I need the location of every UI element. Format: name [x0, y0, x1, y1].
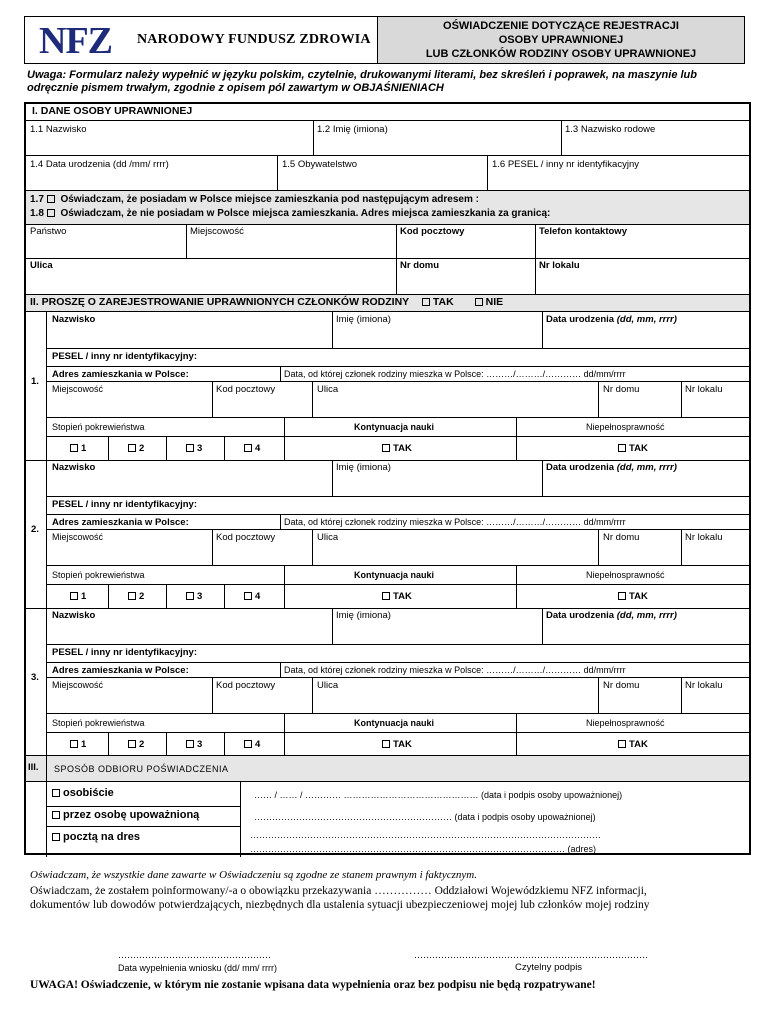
member-1-kinship-label: Stopień pokrewieństwa: [52, 422, 145, 432]
member-3-disability-label: Niepełnosprawność: [586, 718, 665, 728]
member-3-address-label: Adres zamieszkania w Polsce:: [52, 665, 189, 676]
section-2-title: [30, 297, 503, 308]
checkbox-education-yes[interactable]: [382, 444, 390, 452]
form-title: [377, 16, 745, 64]
kinship-2-label: 2: [139, 443, 145, 454]
checkbox-1-7[interactable]: [47, 195, 55, 203]
option-1-8[interactable]: [30, 208, 550, 219]
member-1-education-yes[interactable]: [382, 443, 412, 454]
section-3-num: III.: [28, 762, 39, 773]
signature-label: Czytelny podpis: [515, 962, 583, 973]
member-3-kinship-3[interactable]: [186, 739, 202, 750]
member-1-birthdate-label: [546, 314, 677, 325]
member-1-street-label: Ulica: [317, 384, 339, 395]
section-3-title: SPOSÓB ODBIORU POŚWIADCZENIA: [54, 764, 229, 774]
declaration-2: Oświadczam, że zostałem poinformowany/-a o obowiązku przekazywania …………… Oddziałowi Wojewódzkiemu NFZ informacji,: [30, 885, 647, 897]
checkbox-kinship-2[interactable]: [128, 740, 136, 748]
member-2-number: 2.: [31, 524, 39, 535]
member-2-kinship-3[interactable]: [186, 591, 202, 602]
mail-address-line-2[interactable]: …………………………………………………………………………………………… (adres): [250, 844, 597, 854]
nfz-logo: NFZ: [39, 20, 112, 62]
option-1-7[interactable]: [30, 194, 479, 205]
member-3-name-label: Imię (imiona): [336, 610, 391, 621]
field-1-6-label: 1.6 PESEL / inny nr identyfikacyjny: [492, 159, 639, 170]
city-label: Miejscowość: [190, 226, 244, 237]
disability-yes-label: TAK: [629, 739, 648, 750]
member-1-number: 1.: [31, 376, 39, 387]
checkbox-kinship-2[interactable]: [128, 592, 136, 600]
member-2-kinship-label: Stopień pokrewieństwa: [52, 570, 145, 580]
checkbox-authorized[interactable]: [52, 811, 60, 819]
kinship-1-label: 1: [81, 739, 87, 750]
option-1-7-num: 1.7: [30, 194, 44, 205]
member-3-kinship-2[interactable]: [128, 739, 144, 750]
pickup-option-personal[interactable]: [52, 788, 114, 799]
field-1-1-label: 1.1 Nazwisko: [30, 124, 87, 135]
member-3-residence-date[interactable]: Data, od której członek rodziny mieszka w Polsce: ………/………/………… dd/mm/rrrr: [284, 665, 626, 675]
member-2-education-yes[interactable]: [382, 591, 412, 602]
house-no-label: Nr domu: [400, 260, 440, 271]
checkbox-kinship-1[interactable]: [70, 740, 78, 748]
checkbox-kinship-3[interactable]: [186, 592, 194, 600]
checkbox-kinship-4[interactable]: [244, 592, 252, 600]
member-2-name-label: Imię (imiona): [336, 462, 391, 473]
checkbox-education-yes[interactable]: [382, 592, 390, 600]
member-3-number: 3.: [31, 672, 39, 683]
member-1-kinship-2[interactable]: [128, 443, 144, 454]
member-3-education-yes[interactable]: [382, 739, 412, 750]
member-2-disability-label: Niepełnosprawność: [586, 570, 665, 580]
yes-label: TAK: [432, 296, 454, 308]
member-1-address-label: Adres zamieszkania w Polsce:: [52, 369, 189, 380]
date-label: Data wypełnienia wniosku (dd/ mm/ rrrr): [118, 963, 278, 973]
kinship-3-label: 3: [197, 443, 203, 454]
member-2-kinship-4[interactable]: [244, 591, 260, 602]
member-3-disability-yes[interactable]: [618, 739, 648, 750]
disability-yes-label: TAK: [629, 591, 648, 602]
education-yes-label: TAK: [393, 739, 412, 750]
fill-instructions: [27, 69, 747, 95]
member-1-kinship-4[interactable]: [244, 443, 260, 454]
birthdate-format: (dd, mm, rrrr): [616, 314, 677, 325]
section-2-yes[interactable]: [422, 296, 454, 308]
checkbox-disability-yes[interactable]: [618, 444, 626, 452]
member-1-pesel-label: PESEL / inny nr identyfikacyjny:: [52, 351, 198, 362]
warning-text: UWAGA! Oświadczenie, w którym nie zostanie wpisana data wypełnienia oraz bez podpisu nie będą rozpatrywane!: [30, 979, 596, 991]
mail-address-line-1[interactable]: ………………………………………………………………………………………………………: [250, 830, 601, 840]
personal-label: osobiście: [63, 787, 114, 799]
member-3-pesel-label: PESEL / inny nr identyfikacyjny:: [52, 647, 198, 658]
member-3-education-label: Kontynuacja nauki: [354, 718, 435, 728]
birthdate-text: Data urodzenia: [546, 610, 615, 621]
member-3-kinship-4[interactable]: [244, 739, 260, 750]
checkbox-kinship-3[interactable]: [186, 444, 194, 452]
signature-dots[interactable]: ……………………………………………………………………: [414, 950, 648, 960]
member-3-kinship-1[interactable]: [70, 739, 86, 750]
kinship-3-label: 3: [197, 739, 203, 750]
member-3-surname-label: Nazwisko: [52, 610, 96, 621]
kinship-3-label: 3: [197, 591, 203, 602]
field-1-3-label: 1.3 Nazwisko rodowe: [565, 124, 656, 135]
member-3-birthdate-label: [546, 610, 677, 621]
birthdate-format: (dd, mm, rrrr): [616, 610, 677, 621]
member-3-postal-label: Kod pocztowy: [216, 680, 276, 691]
date-dots[interactable]: ……………………………………………: [118, 950, 271, 960]
member-2-kinship-1[interactable]: [70, 591, 86, 602]
member-1-city-label: Miejscowość: [52, 384, 104, 394]
section-1-title: I. DANE OSOBY UPRAWNIONEJ: [32, 105, 193, 117]
member-1-name-label: Imię (imiona): [336, 314, 391, 325]
member-1-disability-label: Niepełnosprawność: [586, 422, 665, 432]
checkbox-kinship-1[interactable]: [70, 444, 78, 452]
field-1-4-label: 1.4 Data urodzenia (dd /mm/ rrrr): [30, 159, 169, 170]
member-1-kinship-1[interactable]: [70, 443, 86, 454]
street-label: Ulica: [30, 260, 53, 271]
pickup-option-authorized[interactable]: [52, 810, 199, 821]
declaration-1: Oświadczam, że wszystkie dane zawarte w Oświadczeniu są zgodne ze stanem prawnym i faktycznym.: [30, 869, 477, 881]
member-1-education-label: Kontynuacja nauki: [354, 422, 435, 432]
member-3-house-label: Nr domu: [603, 680, 640, 691]
member-2-residence-date[interactable]: Data, od której członek rodziny mieszka w Polsce: ………/………/………… dd/mm/rrrr: [284, 517, 626, 527]
member-3-street-label: Ulica: [317, 680, 339, 691]
checkbox-mail[interactable]: [52, 833, 60, 841]
notice-line-2: odręcznie pismem trwałym, zgodnie z opisem pól zawartym w OBJAŚNIENIACH: [27, 82, 444, 94]
checkbox-section-2-no[interactable]: [475, 298, 483, 306]
disability-yes-label: TAK: [629, 443, 648, 454]
checkbox-disability-yes[interactable]: [618, 592, 626, 600]
member-2-flat-label: Nr lokalu: [685, 532, 723, 543]
option-1-8-label: Oświadczam, że nie posiadam w Polsce miejsca zamieszkania. Adres miejsca zamieszkania za granicą:: [60, 208, 551, 219]
logo-box: [24, 16, 377, 64]
mail-label: pocztą na dres: [63, 831, 141, 843]
notice-line-1: Uwaga: Formularz należy wypełnić w języku polskim, czytelnie, drukowanymi literami, bez skreśleń i poprawek, na maszynie lub: [27, 69, 697, 81]
member-2-birthdate-label: [546, 462, 677, 473]
member-2-street-label: Ulica: [317, 532, 339, 543]
member-1-postal-label: Kod pocztowy: [216, 384, 276, 395]
member-3-city-label: Miejscowość: [52, 680, 104, 690]
kinship-2-label: 2: [139, 591, 145, 602]
kinship-1-label: 1: [81, 591, 87, 602]
member-1-surname-label: Nazwisko: [52, 314, 96, 325]
title-line-2: OSOBY UPRAWNIONEJ: [498, 34, 624, 46]
option-1-8-num: 1.8: [30, 208, 44, 219]
member-1-flat-label: Nr lokalu: [685, 384, 723, 395]
form-body: [24, 102, 751, 855]
form-header: [24, 16, 745, 64]
member-2-house-label: Nr domu: [603, 532, 640, 543]
checkbox-kinship-4[interactable]: [244, 740, 252, 748]
title-line-3: LUB CZŁONKÓW RODZINY OSOBY UPRAWNIONEJ: [425, 48, 697, 60]
checkbox-kinship-2[interactable]: [128, 444, 136, 452]
no-label: NIE: [485, 296, 504, 308]
kinship-4-label: 4: [255, 591, 261, 602]
birthdate-text: Data urodzenia: [546, 462, 615, 473]
member-2-surname-label: Nazwisko: [52, 462, 96, 473]
country-label: Państwo: [30, 226, 67, 237]
member-2-pesel-label: PESEL / inny nr identyfikacyjny:: [52, 499, 198, 510]
member-1-disability-yes[interactable]: [618, 443, 648, 454]
checkbox-kinship-1[interactable]: [70, 592, 78, 600]
checkbox-1-8[interactable]: [47, 209, 55, 217]
postal-code-label: Kod pocztowy: [400, 226, 465, 237]
field-1-2-label: 1.2 Imię (imiona): [317, 124, 388, 135]
birthdate-format: (dd, mm, rrrr): [616, 462, 677, 473]
member-2-education-label: Kontynuacja nauki: [354, 570, 435, 580]
title-line-1: OŚWIADCZENIE DOTYCZĄCE REJESTRACJI: [443, 20, 679, 32]
member-2-kinship-2[interactable]: [128, 591, 144, 602]
checkbox-education-yes[interactable]: [382, 740, 390, 748]
member-2-postal-label: Kod pocztowy: [216, 532, 276, 543]
education-yes-label: TAK: [393, 443, 412, 454]
section-2-no[interactable]: [475, 296, 504, 308]
flat-no-label: Nr lokalu: [539, 260, 580, 271]
org-name: NARODOWY FUNDUSZ ZDROWIA: [137, 32, 371, 47]
option-1-7-label: Oświadczam, że posiadam w Polsce miejsce zamieszkania pod następującym adresem :: [60, 194, 479, 205]
declaration-3: dokumentów lub dowodów potwierdzających, niezbędnych dla ustalenia sytuacji ubezpieczeniowej mojej lub członków mojej rodziny: [30, 899, 650, 911]
education-yes-label: TAK: [393, 591, 412, 602]
personal-signature-line[interactable]: …… / …… / ………… ……………………………………… (data i podpis osoby upoważnionej): [254, 790, 623, 800]
kinship-2-label: 2: [139, 739, 145, 750]
checkbox-kinship-4[interactable]: [244, 444, 252, 452]
member-3-flat-label: Nr lokalu: [685, 680, 723, 691]
phone-label: Telefon kontaktowy: [539, 226, 627, 237]
member-1-kinship-3[interactable]: [186, 443, 202, 454]
member-1-residence-date[interactable]: Data, od której członek rodziny mieszka w Polsce: ………/………/………… dd/mm/rrrr: [284, 369, 626, 379]
member-1-house-label: Nr domu: [603, 384, 640, 395]
field-1-5-label: 1.5 Obywatelstwo: [282, 159, 357, 170]
birthdate-text: Data urodzenia: [546, 314, 615, 325]
checkbox-personal[interactable]: [52, 789, 60, 797]
member-3-kinship-label: Stopień pokrewieństwa: [52, 718, 145, 728]
member-2-city-label: Miejscowość: [52, 532, 104, 542]
kinship-4-label: 4: [255, 443, 261, 454]
authorized-signature-line[interactable]: ………………………………………………………… (data i podpis osoby upoważnionej): [254, 812, 596, 822]
kinship-4-label: 4: [255, 739, 261, 750]
checkbox-disability-yes[interactable]: [618, 740, 626, 748]
member-2-disability-yes[interactable]: [618, 591, 648, 602]
checkbox-section-2-yes[interactable]: [422, 298, 430, 306]
pickup-option-mail[interactable]: [52, 832, 140, 843]
authorized-label: przez osobę upoważnioną: [63, 809, 200, 821]
kinship-1-label: 1: [81, 443, 87, 454]
checkbox-kinship-3[interactable]: [186, 740, 194, 748]
member-2-address-label: Adres zamieszkania w Polsce:: [52, 517, 189, 528]
section-2-title-text: II. PROSZĘ O ZAREJESTROWANIE UPRAWNIONYCH CZŁONKÓW RODZINY: [30, 296, 409, 308]
